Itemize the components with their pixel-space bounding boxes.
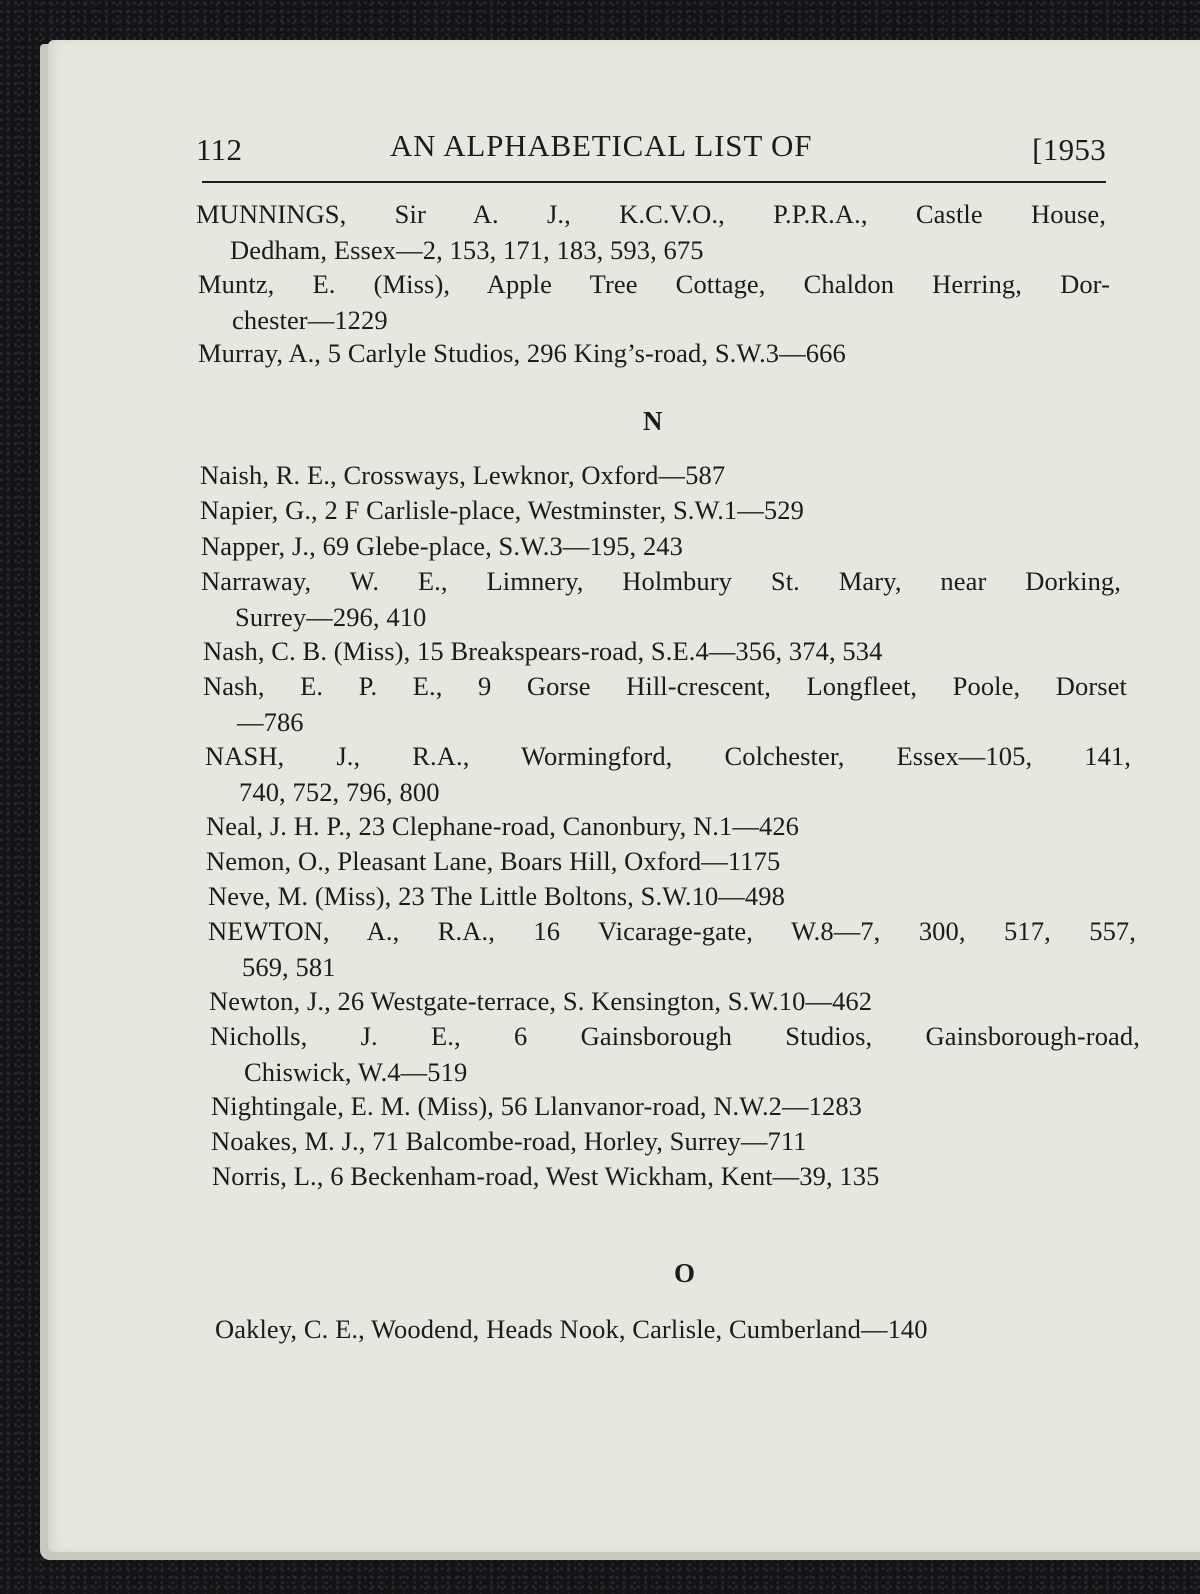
page-number: 112 [196, 132, 243, 167]
entry-naish: Naish, R. E., Crossways, Lewknor, Oxford—587 [200, 460, 726, 490]
running-head [196, 128, 1106, 172]
entry-nash-j: NASH, J., R.A., Wormingford, Colchester, Essex—105, 141, 740, 752, 796, 800 [205, 741, 1131, 807]
entry-newton-j: Newton, J., 26 Westgate-terrace, S. Kensington, S.W.10—462 [209, 986, 873, 1016]
entry-murray: Murray, A., 5 Carlyle Studios, 296 King’s-road, S.W.3—666 [198, 338, 846, 368]
entry-munnings: MUNNINGS, Sir A. J., K.C.V.O., P.P.R.A., Castle House, Dedham, Essex—2, 153, 171, 183, 593, 675 [196, 199, 1106, 265]
entry-nightingale: Nightingale, E. M. (Miss), 56 Llanvanor-road, N.W.2—1283 [211, 1091, 863, 1121]
section-letter-o: O [674, 1258, 696, 1288]
entry-noakes: Noakes, M. J., 71 Balcombe-road, Horley, Surrey—711 [211, 1126, 807, 1156]
entry-narraway: Narraway, W. E., Limnery, Holmbury St. Mary, near Dorking, Surrey—296, 410 [201, 566, 1121, 632]
entry-nemon: Nemon, O., Pleasant Lane, Boars Hill, Oxford—1175 [206, 846, 781, 876]
entry-newton-a: NEWTON, A., R.A., 16 Vicarage-gate, W.8—7, 300, 517, 557, 569, 581 [208, 916, 1136, 982]
entry-neve: Neve, M. (Miss), 23 The Little Boltons, S.W.10—498 [208, 881, 785, 911]
entry-muntz: Muntz, E. (Miss), Apple Tree Cottage, Chaldon Herring, Dor- chester—1229 [198, 269, 1110, 335]
running-title: AN ALPHABETICAL LIST OF [390, 128, 813, 163]
running-year: [1953 [1032, 132, 1106, 167]
entry-oakley: Oakley, C. E., Woodend, Heads Nook, Carlisle, Cumberland—140 [215, 1314, 928, 1344]
entry-nicholls: Nicholls, J. E., 6 Gainsborough Studios, Gainsborough-road, Chiswick, W.4—519 [210, 1021, 1140, 1087]
header-rule [202, 181, 1106, 183]
entry-nash-epe: Nash, E. P. E., 9 Gorse Hill-crescent, Longfleet, Poole, Dorset —786 [203, 671, 1127, 737]
entry-norris: Norris, L., 6 Beckenham-road, West Wickham, Kent—39, 135 [212, 1161, 880, 1191]
section-letter-n: N [643, 406, 663, 436]
entry-napper: Napper, J., 69 Glebe-place, S.W.3—195, 243 [201, 531, 684, 561]
entry-napier: Napier, G., 2 F Carlisle-place, Westminster, S.W.1—529 [200, 495, 804, 525]
entry-neal: Neal, J. H. P., 23 Clephane-road, Canonbury, N.1—426 [206, 811, 800, 841]
entry-nash-cb: Nash, C. B. (Miss), 15 Breakspears-road, S.E.4—356, 374, 534 [203, 636, 883, 666]
